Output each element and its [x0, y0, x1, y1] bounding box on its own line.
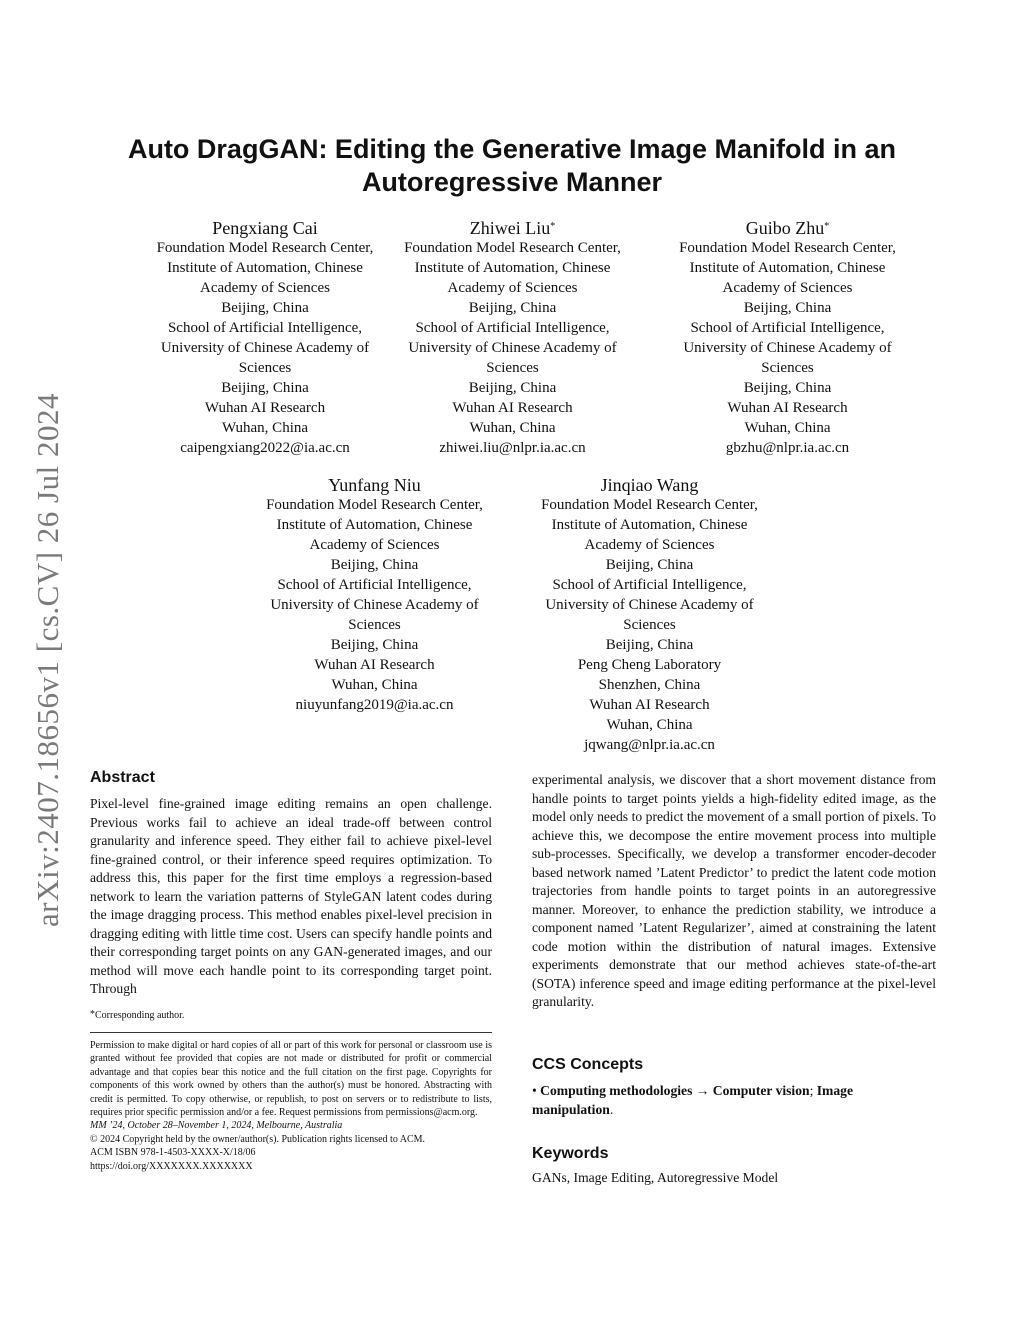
footnote-divider [90, 1032, 492, 1033]
arxiv-id: arXiv:2407.18656v1 [cs.CV] 26 Jul 2024 [30, 393, 65, 927]
title-line-1: Auto DragGAN: Editing the Generative Image Manifold in an [127, 134, 897, 164]
corresponding-mark: * [824, 221, 830, 232]
ccs-concepts [532, 1081, 936, 1119]
author-affiliation-line: Wuhan AI Research [589, 697, 710, 713]
author-affiliation-line: University of Chinese Academy of [408, 340, 617, 356]
author-affiliation-line: Beijing, China [221, 380, 309, 396]
venue-line: MM ’24, October 28–November 1, 2024, Melbourne, Australia [90, 1120, 343, 1132]
author-affiliation-line: Foundation Model Research Center, [156, 240, 374, 256]
author-name-text: Guibo Zhu [745, 218, 825, 238]
footnote-text: Corresponding author. [95, 1010, 185, 1021]
isbn-line: ACM ISBN 978-1-4503-XXXX-X/18/06 [90, 1147, 256, 1159]
abstract-text-left: Pixel-level fine-grained image editing remains an open challenge. Previous works fail to achieve an ideal trade-off between control granularity and inference speed. They either fail to achieve pixel-level fine-grained control, or their inference speed requires optimization. To address this, this paper for the first time employs a regression-based network to learn the variation patterns of StyleGAN latent codes during the image dragging process. This method enables pixel-level precision in dragging editing with little time cost. Users can specify handle points and their corresponding target points on any GAN-generated images, and our method will move each handle point to its corresponding target point. Through [90, 796, 492, 996]
author-affiliation-line: School of Artificial Intelligence, [415, 320, 610, 336]
author-affiliation-line: Beijing, China [330, 557, 419, 573]
author-affiliation-line: Wuhan AI Research [727, 400, 848, 416]
author-affiliation-line: University of Chinese Academy of [270, 597, 479, 613]
author-affiliation-line: Sciences [486, 360, 539, 376]
author-affiliation-line: University of Chinese Academy of [160, 340, 370, 356]
permission-block [90, 1039, 492, 1173]
author-affiliation-line: Institute of Automation, Chinese [414, 260, 611, 276]
ccs-image-manipulation: Image manipulation [532, 1083, 854, 1117]
author-block [242, 473, 507, 715]
author-affiliation-line: Institute of Automation, Chinese [551, 517, 748, 533]
author-affiliation-line: Foundation Model Research Center, [266, 497, 483, 513]
ccs-bullet: • [532, 1083, 537, 1098]
author-affiliation-line: Institute of Automation, Chinese [167, 260, 363, 276]
paper-title [90, 133, 934, 199]
author-email[interactable]: zhiwei.liu@nlpr.ia.ac.cn [439, 440, 586, 456]
footnote-mark: * [90, 1009, 95, 1020]
ccs-heading: CCS Concepts [532, 1056, 644, 1073]
author-block [517, 473, 782, 755]
author-affiliation-line: Academy of Sciences [722, 280, 853, 296]
keywords-heading: Keywords [532, 1145, 609, 1162]
author-affiliation-line: Beijing, China [330, 637, 419, 653]
corresponding-footnote [90, 1009, 184, 1022]
author-affiliation-line: Foundation Model Research Center, [404, 240, 621, 256]
author-name [242, 473, 507, 497]
abstract-heading: Abstract [90, 769, 155, 786]
author-affiliation-line: Beijing, China [743, 380, 832, 396]
author-affiliation-line: Academy of Sciences [200, 280, 330, 296]
author-affiliation-line: Beijing, China [605, 637, 694, 653]
author-affiliation-line: School of Artificial Intelligence, [277, 577, 472, 593]
author-name [517, 473, 782, 497]
author-affiliation-line: School of Artificial Intelligence, [552, 577, 747, 593]
author-name-text: Jinqiao Wang [600, 475, 699, 495]
author-name [655, 216, 920, 240]
author-affiliation-line: Beijing, China [468, 380, 557, 396]
author-name [380, 216, 645, 240]
permission-text: Permission to make digital or hard copies of all or part of this work for personal or classroom use is granted without fee provided that copies are not made or distributed for profit or commercial advantage and that copies bear this notice and the full citation on the first page. Copyrights for components of this work owned by others than the author(s) must be honored. Abstracting with credit is permitted. To copy otherwise, or republish, to post on servers or to redistribute to lists, requires prior specific permission and/or a fee. Request permissions from permissions@acm.org. [90, 1040, 492, 1119]
ccs-computing-methodologies: Computing methodologies [540, 1083, 693, 1098]
author-affiliation-line: Institute of Automation, Chinese [276, 517, 473, 533]
author-block [105, 216, 425, 458]
author-email[interactable]: gbzhu@nlpr.ia.ac.cn [725, 440, 850, 456]
author-affiliation-line: Wuhan, China [221, 420, 309, 436]
author-affiliation-line: Beijing, China [743, 300, 832, 316]
author-affiliation-line: Sciences [238, 360, 292, 376]
author-affiliation-line: Peng Cheng Laboratory [577, 657, 722, 673]
author-affiliation-line: Wuhan AI Research [204, 400, 326, 416]
author-affiliation-line: Wuhan, China [331, 677, 418, 693]
author-affiliation-line: Beijing, China [468, 300, 557, 316]
author-affiliation-line: Foundation Model Research Center, [679, 240, 896, 256]
author-name-text: Zhiwei Liu [469, 218, 551, 238]
author-email[interactable]: caipengxiang2022@ia.ac.cn [180, 440, 350, 456]
author-affiliation-line: Sciences [348, 617, 401, 633]
arxiv-stamp [18, 370, 78, 950]
author-name-text: Yunfang Niu [328, 475, 421, 495]
author-affiliation-line: School of Artificial Intelligence, [690, 320, 885, 336]
title-line-2: Autoregressive Manner [361, 167, 663, 197]
keywords-text: GANs, Image Editing, Autoregressive Model [532, 1170, 779, 1185]
copyright-line: © 2024 Copyright held by the owner/author(s). Publication rights licensed to ACM. [90, 1133, 426, 1145]
author-affiliation-line: University of Chinese Academy of [683, 340, 892, 356]
author-affiliation-line: Foundation Model Research Center, [541, 497, 758, 513]
author-affiliation-line: Sciences [761, 360, 814, 376]
doi-link[interactable]: https://doi.org/XXXXXXX.XXXXXXX [90, 1160, 253, 1172]
author-email[interactable]: niuyunfang2019@ia.ac.cn [295, 697, 454, 713]
author-affiliation-line: Shenzhen, China [598, 677, 701, 693]
corresponding-mark: * [550, 221, 556, 232]
ccs-separator: ; [809, 1083, 814, 1098]
author-block [380, 216, 645, 458]
author-affiliation-line: Wuhan AI Research [314, 657, 435, 673]
author-name [105, 216, 425, 240]
author-affiliation-line: Wuhan AI Research [452, 400, 573, 416]
author-block [655, 216, 920, 458]
author-affiliation-line: Beijing, China [605, 557, 694, 573]
author-email[interactable]: jqwang@nlpr.ia.ac.cn [584, 737, 715, 753]
author-affiliation-line: Wuhan, China [469, 420, 556, 436]
author-affiliation-line: Institute of Automation, Chinese [689, 260, 886, 276]
ccs-computer-vision: Computer vision [712, 1083, 810, 1098]
author-affiliation-line: University of Chinese Academy of [545, 597, 754, 613]
author-affiliation-line: Beijing, China [221, 300, 309, 316]
author-affiliation-line: Sciences [623, 617, 676, 633]
author-affiliation-line: Wuhan, China [606, 717, 693, 733]
author-affiliation-line: School of Artificial Intelligence, [167, 320, 363, 336]
author-affiliation-line: Academy of Sciences [447, 280, 578, 296]
abstract-text-right: experimental analysis, we discover that a short movement distance from handle points to target points yields a high-fidelity edited image, as the model only needs to predict the movement of a small portion of pixels. To achieve this, we decompose the entire movement process into multiple sub-processes. Specifically, we develop a transformer encoder-decoder based network named ’Latent Predictor’ to predict the latent code motion trajectories from handle points to target points in an autoregressive manner. Moreover, to enhance the prediction stability, we introduce a component named ’Latent Regularizer’, aimed at constraining the latent code motion within the distribution of natural images. Extensive experiments demonstrate that our method achieves state-of-the-art (SOTA) inference speed and image editing performance at the pixel-level granularity. [532, 772, 936, 1009]
author-name-text: Pengxiang Cai [212, 218, 318, 238]
author-affiliation-line: Academy of Sciences [309, 537, 440, 553]
ccs-arrow: → [695, 1083, 710, 1098]
author-affiliation-line: Wuhan, China [744, 420, 831, 436]
ccs-end: . [609, 1102, 614, 1117]
author-affiliation-line: Academy of Sciences [584, 537, 715, 553]
